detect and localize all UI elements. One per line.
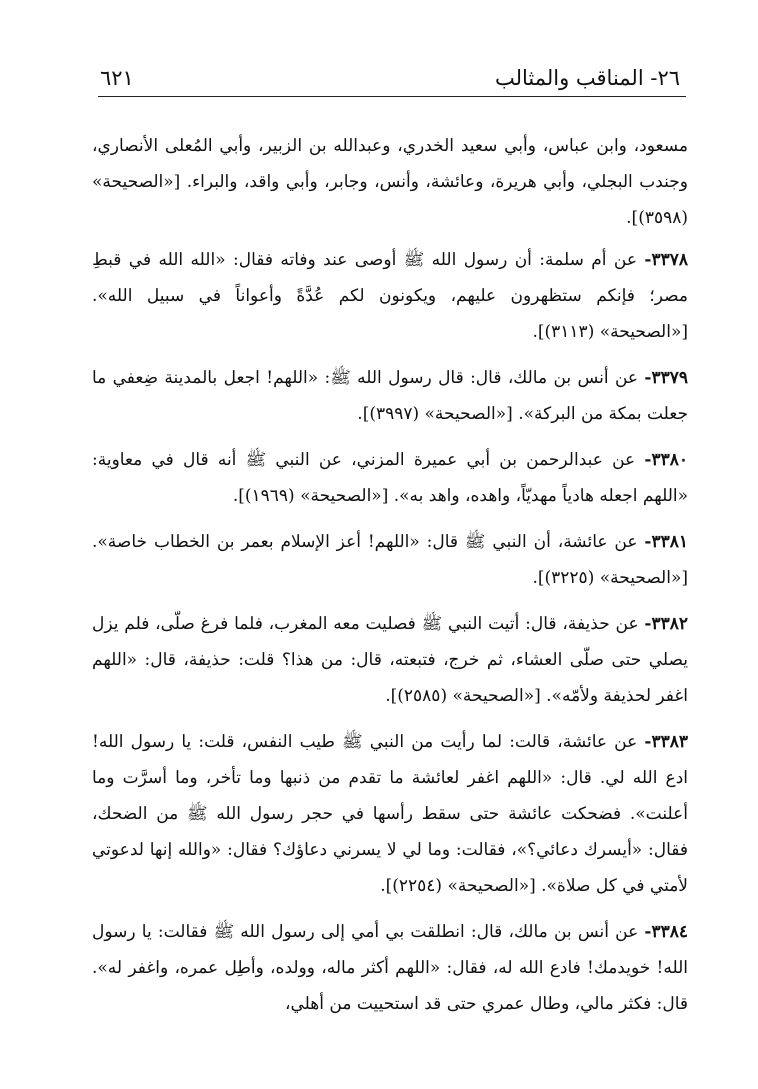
hadith-text: عن عائشة، قالت: لما رأيت من النبي ﷺ طيب النفس، قلت: يا رسول الله! ادع الله لي. قال: «اللهم اغفر لعائشة ما تقدم من ذنبها وما تأخر، وما أسرَّت وما أعلنت». فضحكت عائشة حتى سقط رأسها في حجر رسول الله ﷺ من الضحك، فقال: «أيسرك دعائي؟»، فقالت: وما لي لا يسرني دعاؤك؟ فقال: «والله إنها لدعوتي لأمتي في كل صلاة». [«الصحيحة» (٢٢٥٤)]. <box>92 732 688 896</box>
hadith-number: ٣٣٧٩- <box>644 368 688 388</box>
paragraph-continuation <box>92 128 688 236</box>
hadith-number: ٣٣٨٣- <box>644 732 688 752</box>
hadith-3380 <box>92 442 688 514</box>
hadith-number: ٣٣٧٨- <box>644 250 688 270</box>
hadith-3383 <box>92 724 688 904</box>
hadith-3384 <box>92 914 688 1022</box>
hadith-3382 <box>92 606 688 714</box>
chapter-title: ٢٦- المناقب والمثالب <box>494 66 680 90</box>
hadith-number: ٣٣٨٠- <box>644 450 688 470</box>
page-header <box>100 58 680 94</box>
hadith-number: ٣٣٨٤- <box>644 922 688 942</box>
hadith-text: عن عبدالرحمن بن أبي عميرة المزني، عن النبي ﷺ أنه قال في معاوية: «اللهم اجعله هادياً مهديّاً، واهده، واهد به». [«الصحيحة» (١٩٦٩)]. <box>92 450 688 506</box>
hadith-text: عن أم سلمة: أن رسول الله ﷺ أوصى عند وفاته فقال: «الله الله في قبطِ مصر؛ فإنكم ستظهرون عليهم، ويكونون لكم عُدَّةً وأعواناً في سبيل الله». [«الصحيحة» (٣١١٣)]. <box>92 250 688 342</box>
hadith-3378 <box>92 242 688 350</box>
page-number: ٦٢١ <box>100 66 134 90</box>
hadith-number: ٣٣٨١- <box>644 532 688 552</box>
hadith-3379 <box>92 360 688 432</box>
hadith-3381 <box>92 524 688 596</box>
hadith-text: عن عائشة، أن النبي ﷺ قال: «اللهم! أعز الإسلام بعمر بن الخطاب خاصة». [«الصحيحة» (٣٢٢٥)]. <box>92 532 688 588</box>
paragraph-text: مسعود، وابن عباس، وأبي سعيد الخدري، وعبدالله بن الزبير، وأبي المُعلى الأنصاري، وجندب البجلي، وأبي هريرة، وعائشة، وأنس، وجابر، وأبي واقد، والبراء. [«الصحيحة» (٣٥٩٨)]. <box>92 136 688 228</box>
hadith-number: ٣٣٨٢- <box>644 614 688 634</box>
hadith-text: عن أنس بن مالك، قال: قال رسول الله ﷺ: «اللهم! اجعل بالمدينة ضِعفي ما جعلت بمكة من البركة». [«الصحيحة» (٣٩٩٧)]. <box>92 368 688 424</box>
header-divider <box>98 96 686 97</box>
page-body <box>92 128 688 1032</box>
hadith-text: عن حذيفة، قال: أتيت النبي ﷺ فصليت معه المغرب، فلما فرغ صلّى، فلم يزل يصلي حتى صلّى العشاء، ثم خرج، فتبعته، قال: من هذا؟ قلت: حذيفة، قال: «اللهم اغفر لحذيفة ولأمّه». [«الصحيحة» (٢٥٨٥)]. <box>92 614 688 706</box>
hadith-text: عن أنس بن مالك، قال: انطلقت بي أمي إلى رسول الله ﷺ فقالت: يا رسول الله! خويدمك! فادع الله له، فقال: «اللهم أكثر ماله، وولده، وأطِل عمره، واغفر له». قال: فكثر مالي، وطال عمري حتى قد استحييت من أهلي، <box>92 922 688 1014</box>
